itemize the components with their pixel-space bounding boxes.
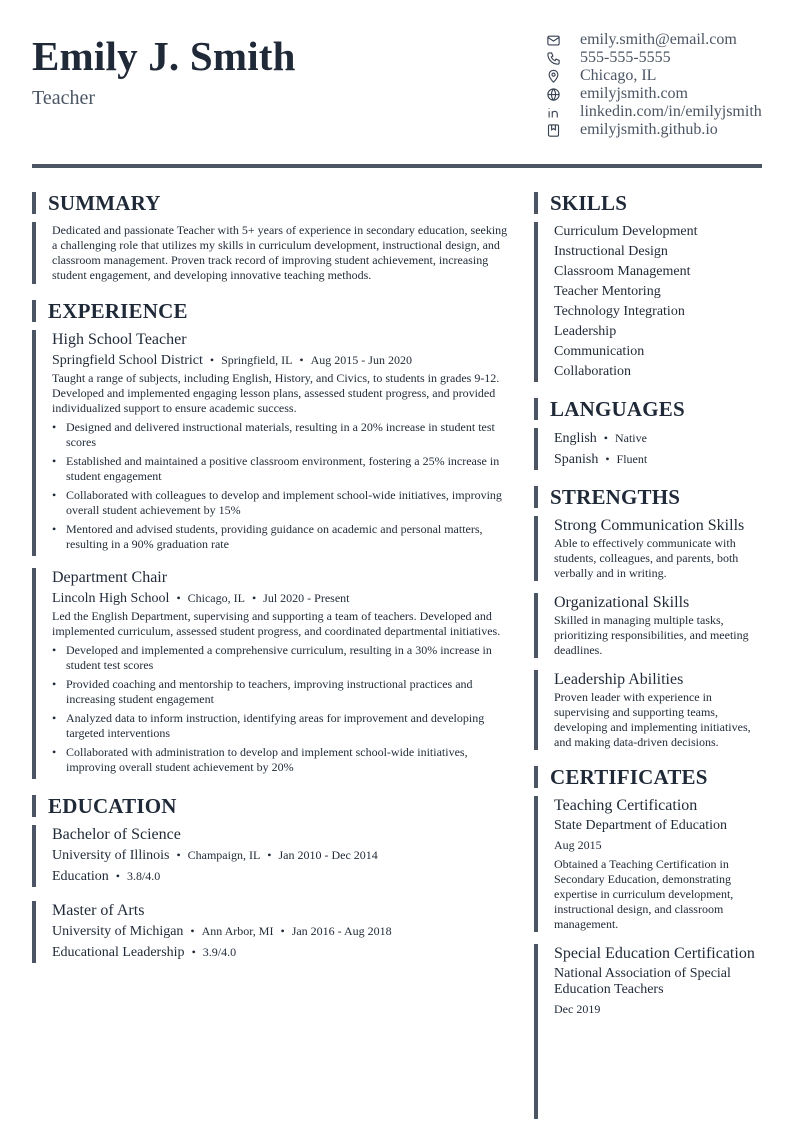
certificate-entry bbox=[534, 796, 762, 932]
list-item: Teacher Mentoring bbox=[554, 284, 661, 299]
school-meta: University of Michigan • Ann Arbor, MI • Jan 2016 - Aug 2018 bbox=[52, 924, 392, 939]
list-item: English • Native bbox=[554, 431, 647, 446]
certificate-org: State Department of Education bbox=[554, 818, 727, 833]
strength-title: Organizational Skills bbox=[554, 594, 690, 611]
linkedin-icon bbox=[546, 103, 566, 121]
list-item: • Designed and delivered instructional materials, resulting in a 20% increase in student test scores bbox=[52, 420, 508, 450]
list-item: Collaboration bbox=[554, 364, 631, 379]
certificate-date: Aug 2015 bbox=[554, 838, 602, 852]
contact-list bbox=[546, 31, 762, 139]
contact-linkedin[interactable] bbox=[546, 103, 762, 121]
contact-website-text[interactable]: emilyjsmith.com bbox=[580, 85, 688, 102]
language-level: Native bbox=[614, 431, 647, 445]
list-item: • Collaborated with administration to develop and implement school-wide initiatives, improving overall student achievement by 20% bbox=[52, 745, 508, 775]
contact-linkedin-text[interactable]: linkedin.com/in/emilyjsmith bbox=[580, 103, 762, 120]
field-meta: Educational Leadership • 3.9/4.0 bbox=[52, 945, 237, 960]
degree-title: Master of Arts bbox=[52, 902, 145, 919]
job-dates: Jul 2020 - Present bbox=[263, 591, 350, 605]
certificate-title: Teaching Certification bbox=[554, 797, 698, 814]
left-column bbox=[32, 192, 508, 963]
school-dates: Jan 2010 - Dec 2014 bbox=[278, 848, 378, 862]
certificate-text: Obtained a Teaching Certification in Secondary Education, demonstrating expertise in curriculum development, instructional design, and classroom management. bbox=[554, 857, 734, 931]
list-item: Spanish • Fluent bbox=[554, 452, 648, 467]
contact-location bbox=[546, 67, 762, 85]
job-location: Springfield, IL bbox=[221, 353, 293, 367]
strength-entry bbox=[534, 593, 762, 658]
list-item: Communication bbox=[554, 344, 645, 359]
certificate-org: National Association of Special Education Teachers bbox=[554, 966, 731, 997]
education-entry bbox=[32, 825, 508, 887]
list-item: Leadership bbox=[554, 324, 617, 339]
languages-list bbox=[534, 428, 762, 470]
list-item: Instructional Design bbox=[554, 244, 668, 259]
summary-heading: SUMMARY bbox=[32, 192, 508, 214]
job-company: Lincoln High School bbox=[52, 591, 170, 606]
job-bullets bbox=[52, 420, 508, 552]
right-column bbox=[534, 192, 762, 1119]
job-bullets bbox=[52, 643, 508, 775]
job-description: Taught a range of subjects, including English, History, and Civics, to students in grades 9-12. Developed and implemented engaging lesson plans, assessed student progress, and provided individualized support to ensure academic success. bbox=[52, 371, 500, 415]
job-description: Led the English Department, supervising and supporting a team of teachers. Developed and implemented curriculum, assessed student progress, and coordinated departmental initiatives. bbox=[52, 609, 501, 638]
contact-phone[interactable] bbox=[546, 49, 762, 67]
candidate-title: Teacher bbox=[32, 87, 95, 109]
list-item: Classroom Management bbox=[554, 264, 691, 279]
contact-github[interactable] bbox=[546, 121, 762, 139]
language-name: Spanish bbox=[554, 452, 599, 467]
languages-heading: LANGUAGES bbox=[534, 398, 762, 420]
list-item: • Established and maintained a positive classroom environment, fostering a 25% increase in student engagement bbox=[52, 454, 508, 484]
contact-email-text[interactable]: emily.smith@email.com bbox=[580, 31, 737, 48]
school-name: University of Illinois bbox=[52, 848, 170, 863]
list-item: • Mentored and advised students, providing guidance on academic and personal matters, resulting in a 90% graduation rate bbox=[52, 522, 508, 552]
school-location: Champaign, IL bbox=[187, 848, 261, 862]
resume-header bbox=[32, 0, 762, 168]
contact-email[interactable] bbox=[546, 31, 762, 49]
certificates-heading: CERTIFICATES bbox=[534, 766, 762, 788]
list-item: • Collaborated with colleagues to develop and implement school-wide initiatives, improving overall student achievement by 15% bbox=[52, 488, 508, 518]
job-location: Chicago, IL bbox=[187, 591, 245, 605]
strengths-heading: STRENGTHS bbox=[534, 486, 762, 508]
bookmark-icon bbox=[546, 121, 566, 139]
degree-title: Bachelor of Science bbox=[52, 826, 181, 843]
gpa: 3.9/4.0 bbox=[202, 945, 237, 959]
strength-entry bbox=[534, 516, 762, 581]
contact-website[interactable] bbox=[546, 85, 762, 103]
skills-list bbox=[534, 222, 762, 382]
header-divider bbox=[32, 164, 762, 168]
strength-text: Proven leader with experience in supervising and supporting teams, developing and implementing initiatives, and making data-driven decisions. bbox=[554, 690, 751, 749]
list-item: • Provided coaching and mentorship to teachers, improving instructional practices and increasing student engagement bbox=[52, 677, 508, 707]
strength-title: Leadership Abilities bbox=[554, 671, 684, 688]
list-item: • Developed and implemented a comprehensive curriculum, resulting in a 30% increase in student test scores bbox=[52, 643, 508, 673]
email-icon bbox=[546, 31, 566, 49]
contact-location-text: Chicago, IL bbox=[580, 67, 657, 84]
strength-text: Skilled in managing multiple tasks, prioritizing responsibilities, and meeting deadlines. bbox=[554, 613, 749, 657]
language-level: Fluent bbox=[616, 452, 648, 466]
strength-text: Able to effectively communicate with students, colleagues, and parents, both verbally and in writing. bbox=[554, 536, 739, 580]
gpa: 3.8/4.0 bbox=[126, 869, 161, 883]
school-location: Ann Arbor, MI bbox=[201, 924, 274, 938]
certificate-date: Dec 2019 bbox=[554, 1002, 601, 1016]
job-dates: Aug 2015 - Jun 2020 bbox=[310, 353, 412, 367]
school-meta: University of Illinois • Champaign, IL • Jan 2010 - Dec 2014 bbox=[52, 848, 378, 863]
field-meta: Education • 3.8/4.0 bbox=[52, 869, 161, 884]
certificate-title: Special Education Certification bbox=[554, 945, 755, 962]
strength-entry bbox=[534, 670, 762, 750]
school-name: University of Michigan bbox=[52, 924, 184, 939]
phone-icon bbox=[546, 49, 566, 67]
list-item: Curriculum Development bbox=[554, 224, 698, 239]
summary-text: Dedicated and passionate Teacher with 5+ years of experience in secondary education, seeking a challenging role that utilizes my skills in curriculum development, instructional design, and classroom management. Proven track record of improving student achievement, increasing student engagement, and developing innovative teaching methods. bbox=[32, 222, 508, 284]
education-heading: EDUCATION bbox=[32, 795, 508, 817]
experience-heading: EXPERIENCE bbox=[32, 300, 508, 322]
experience-entry bbox=[32, 568, 508, 779]
job-meta: Lincoln High School • Chicago, IL • Jul 2020 - Present bbox=[52, 591, 350, 606]
list-item: • Analyzed data to inform instruction, identifying areas for improvement and developing targeted interventions bbox=[52, 711, 508, 741]
contact-phone-text[interactable]: 555-555-5555 bbox=[580, 49, 671, 66]
certificate-entry bbox=[534, 944, 762, 1119]
skills-heading: SKILLS bbox=[534, 192, 762, 214]
experience-entry bbox=[32, 330, 508, 556]
contact-github-text[interactable]: emilyjsmith.github.io bbox=[580, 121, 718, 138]
candidate-name: Emily J. Smith bbox=[32, 33, 296, 79]
list-item: Technology Integration bbox=[554, 304, 685, 319]
job-meta: Springfield School District • Springfield, IL • Aug 2015 - Jun 2020 bbox=[52, 353, 412, 368]
job-title: High School Teacher bbox=[52, 331, 187, 348]
field-of-study: Education bbox=[52, 869, 109, 884]
language-name: English bbox=[554, 431, 597, 446]
job-company: Springfield School District bbox=[52, 353, 203, 368]
field-of-study: Educational Leadership bbox=[52, 945, 185, 960]
job-title: Department Chair bbox=[52, 569, 168, 586]
education-entry bbox=[32, 901, 508, 963]
location-icon bbox=[546, 67, 566, 85]
strength-title: Strong Communication Skills bbox=[554, 517, 745, 534]
school-dates: Jan 2016 - Aug 2018 bbox=[291, 924, 392, 938]
globe-icon bbox=[546, 85, 566, 103]
